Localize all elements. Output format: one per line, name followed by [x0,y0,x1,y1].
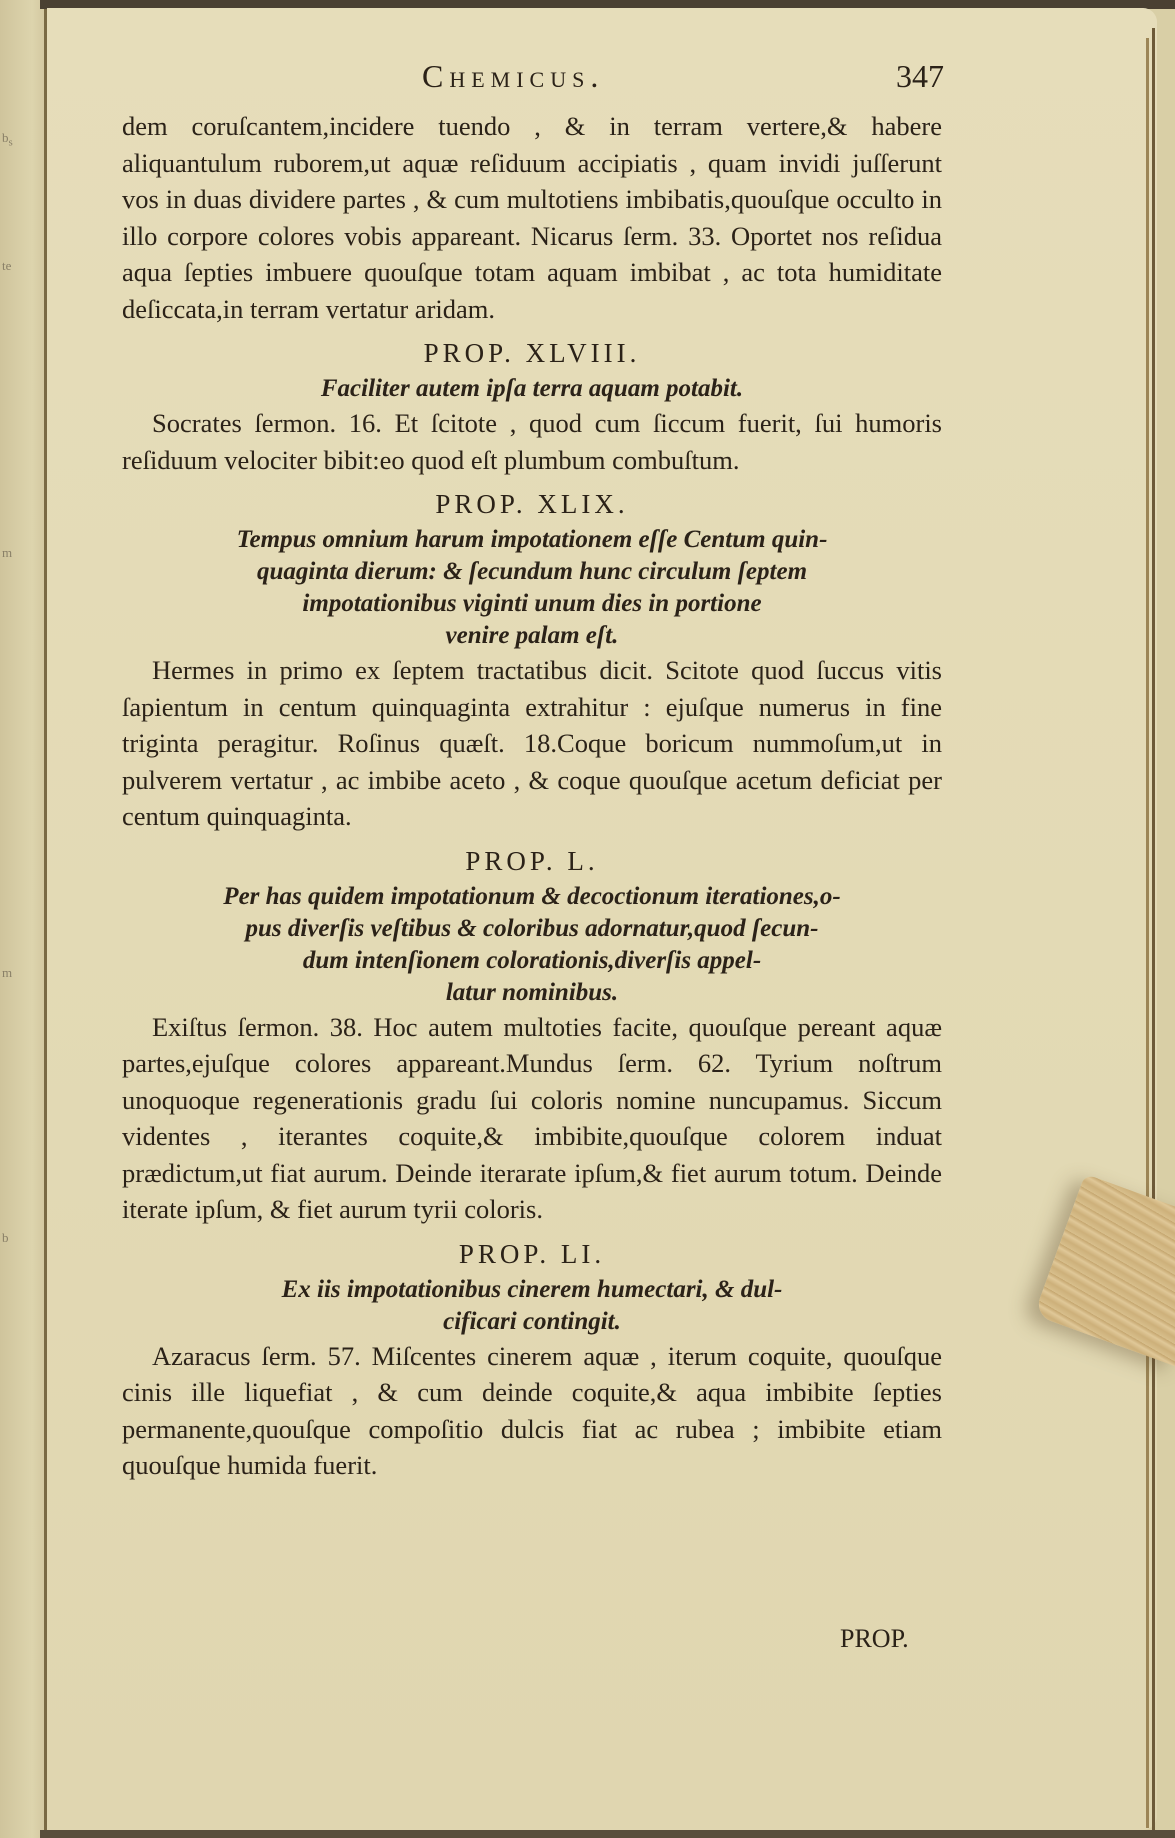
proposition-heading: PROP. L. [465,845,599,876]
proposition-subtitle: Ex iis impotationibus cinerem humectari, & dul- [281,1275,783,1303]
book-bottom-shadow [40,1830,1175,1838]
proposition-heading: PROP. XLIX. [435,489,629,519]
margin-fragment: m [2,545,13,560]
proposition-subtitle: dum intenſionem colorationis,diverſis appel- [302,946,762,974]
page-number: 347 [896,58,944,94]
margin-fragment: te [2,258,12,273]
page-edge-line [1152,28,1155,1838]
proposition-subtitle: Faciliter autem ipſa terra aquam potabit. [320,375,744,402]
catchword: PROP. [840,1624,909,1653]
facing-page-edge [0,0,46,1838]
proposition-50 [122,843,942,1228]
margin-fragment: $b_s$ [2,130,13,149]
page-text [122,58,942,1484]
margin-fragment: b [2,1230,9,1245]
proposition-body: Azaracus ſerm. 57. Miſcentes cinerem aquæ , iterum coquite, quouſque cinis ille liquefiat , & cum deinde coquite,& aqua imbibite ſepties permanente,quouſque compoſitio dulcis fiat ac rubea ; imbibite etiam quouſque humida fuerit. [122,1340,942,1480]
running-head [122,58,942,108]
proposition-body: Hermes in primo ex ſeptem tractatibus dicit. Scitote quod ſuccus vitis ſapientum in centum quinquaginta extrahitur : ejuſque numerus in fine triginta peragitur. Roſinus quæſt. 18.Coque boricum nummoſum,ut in pulverem vertatur , ac imbibe aceto , & coque quouſque acetum deficiat per centum quinquaginta. [122,655,942,831]
proposition-subtitle: cificari contingit. [443,1307,621,1335]
proposition-heading: PROP. XLVIII. [423,338,641,368]
proposition-subtitle: venire palam eſt. [445,622,619,649]
proposition-subtitle: latur nominibus. [445,978,619,1006]
page-edge-line [1146,38,1149,1828]
proposition-heading: PROP. LI. [458,1238,606,1269]
proposition-subtitle: Tempus omnium harum impotationem eſſe Centum quin- [236,526,828,553]
margin-fragment: m [2,965,13,980]
intro-paragraph: dem coruſcantem,incidere tuendo , & in terram vertere,& habere aliquantulum ruborem,ut aquæ reſiduum accipiatis , quam invidi juſſerunt vos in duas dividere partes , & cum multotiens imbibatis,quouſque occulto in illo corpore colores vobis appareant. Nicarus ſerm. 33. Oportet nos reſidua aqua ſepties imbuere quouſque totam aquam imbibat , ac tota humiditate deſiccata,in terram vertatur aridam. [122,111,942,324]
proposition-subtitle: impotationibus viginti unum dies in portione [302,590,762,617]
proposition-49 [122,486,942,835]
proposition-subtitle: pus diverſis veſtibus & coloribus adornatur,quod ſecun- [245,914,819,942]
proposition-body: Socrates ſermon. 16. Et ſcitote , quod cum ſiccum fuerit, ſui humoris reſiduum velociter bibit:eo quod eſt plumbum combuſtum. [122,408,942,475]
proposition-body: Exiſtus ſermon. 38. Hoc autem multoties facite, quouſque pereant aquæ partes,ejuſque colores appareant.Mundus ſerm. 62. Tyrium noſtrum unoquoque regenerationis gradu ſui coloris nomine nuncupamus. Siccum videntes , iterantes coquite,& imbibite,quouſque colorem induat prædictum,ut fiat aurum. Deinde iterarate ipſum,& fiet aurum totum. Deinde iterate ipſum, & fiet aurum tyrii coloris. [122,1011,942,1224]
running-title: Chemicus. [422,58,605,94]
proposition-subtitle: Per has quidem impotationum & decoctionum iterationes,o- [223,882,841,910]
proposition-51 [122,1236,942,1484]
proposition-subtitle: quaginta dierum: & ſecundum hunc circulum ſeptem [256,558,808,585]
proposition-48 [122,335,942,478]
